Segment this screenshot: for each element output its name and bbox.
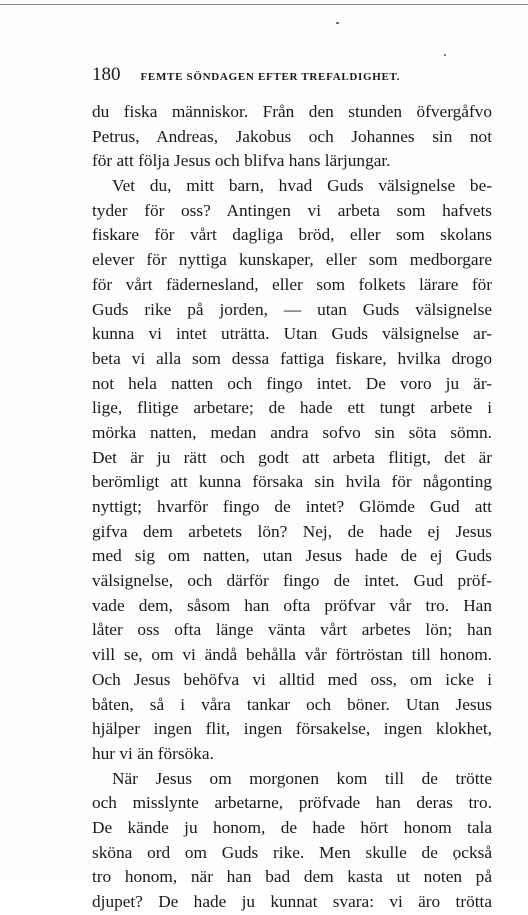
- text-line: tyder för oss? Antingen vi arbeta som hafvets: [92, 200, 492, 220]
- text-line: hjälper ingen flit, ingen försakelse, ingen klokhet,: [92, 719, 492, 739]
- text-line: kunna vi intet uträtta. Utan Guds välsignelse ar-: [92, 324, 492, 344]
- text-line: låter oss ofta länge vänta vårt arbetes lön; han: [92, 620, 492, 640]
- text-line: med sig om natten, utan Jesus hade de ej Guds: [92, 546, 492, 566]
- text-line: hur vi än försöka.: [92, 743, 214, 763]
- text-line: sköna ord om Guds rike. Men skulle de också: [92, 842, 492, 862]
- text-line: mörka natten, medan andra sofvo sin söta sömn.: [92, 422, 492, 442]
- text-line: Petrus, Andreas, Jakobus och Johannes sin not: [92, 126, 492, 146]
- text-line: beta vi alla som dessa fattiga fiskare, hvilka drogo: [92, 348, 492, 368]
- text-line: vade dem, såsom han ofta pröfvar vår tro. Han: [92, 595, 492, 615]
- page-number: 180: [92, 64, 121, 85]
- text-line: lige, flitige arbetare; de hade ett tungt arbete i: [92, 398, 492, 418]
- text-line: båten, så i våra tankar och böner. Utan Jesus: [92, 694, 492, 714]
- body-text: [92, 100, 492, 915]
- running-head: [92, 64, 492, 92]
- text-line: De kände ju honom, de hade hört honom tala: [92, 817, 492, 837]
- text-line: du fiska människor. Från den stunden öfvergåfvo: [92, 102, 492, 121]
- text-line: vill se, om vi ändå behålla vår förtröstan till honom.: [92, 645, 492, 665]
- text-line: Och Jesus behöfva vi alltid med oss, om icke i: [92, 669, 492, 689]
- text-line: för att följa Jesus och blifva hans lärjungar.: [92, 151, 391, 171]
- text-line: välsignelse, och därför fingo de intet. Gud pröf-: [92, 571, 492, 591]
- text-line: Det är ju rätt och godt att arbeta flitigt, det är: [92, 447, 492, 467]
- text-line: nyttigt; hvarför fingo de intet? Glömde Gud att: [92, 497, 492, 516]
- running-title: FEMTE SÖNDAGEN EFTER TREFALDIGHET.: [140, 71, 401, 83]
- text-line: djupet? De hade ju kunnat svara: vi äro trötta: [92, 892, 492, 911]
- text-line: När Jesus om morgonen kom till de trötte: [112, 768, 492, 788]
- text-line: not hela natten och fingo intet. De voro ju är-: [92, 373, 492, 393]
- text-line: tro honom, när han bad dem kasta ut noten på: [92, 867, 492, 887]
- paper-speck: [444, 54, 446, 56]
- text-line: berömligt att kunna försaka sin hvila för någonting: [92, 472, 492, 492]
- text-line: Guds rike på jorden, — utan Guds välsignelse: [92, 299, 492, 319]
- paper-speck: [336, 22, 339, 24]
- text-line: och misslynte arbetarne, pröfvade han deras tro.: [92, 793, 492, 813]
- text-line: Vet du, mitt barn, hvad Guds välsignelse be-: [112, 176, 492, 196]
- text-line: fiskare för vårt dagliga bröd, eller som skolans: [92, 225, 492, 245]
- text-line: elever för nyttiga kunskaper, eller som medborgare: [92, 250, 492, 270]
- top-edge-rule: [0, 4, 528, 5]
- text-line: gifva dem arbetets lön? Nej, de hade ej Jesus: [92, 521, 492, 541]
- text-line: för vårt fädernesland, eller som folkets lärare för: [92, 274, 492, 294]
